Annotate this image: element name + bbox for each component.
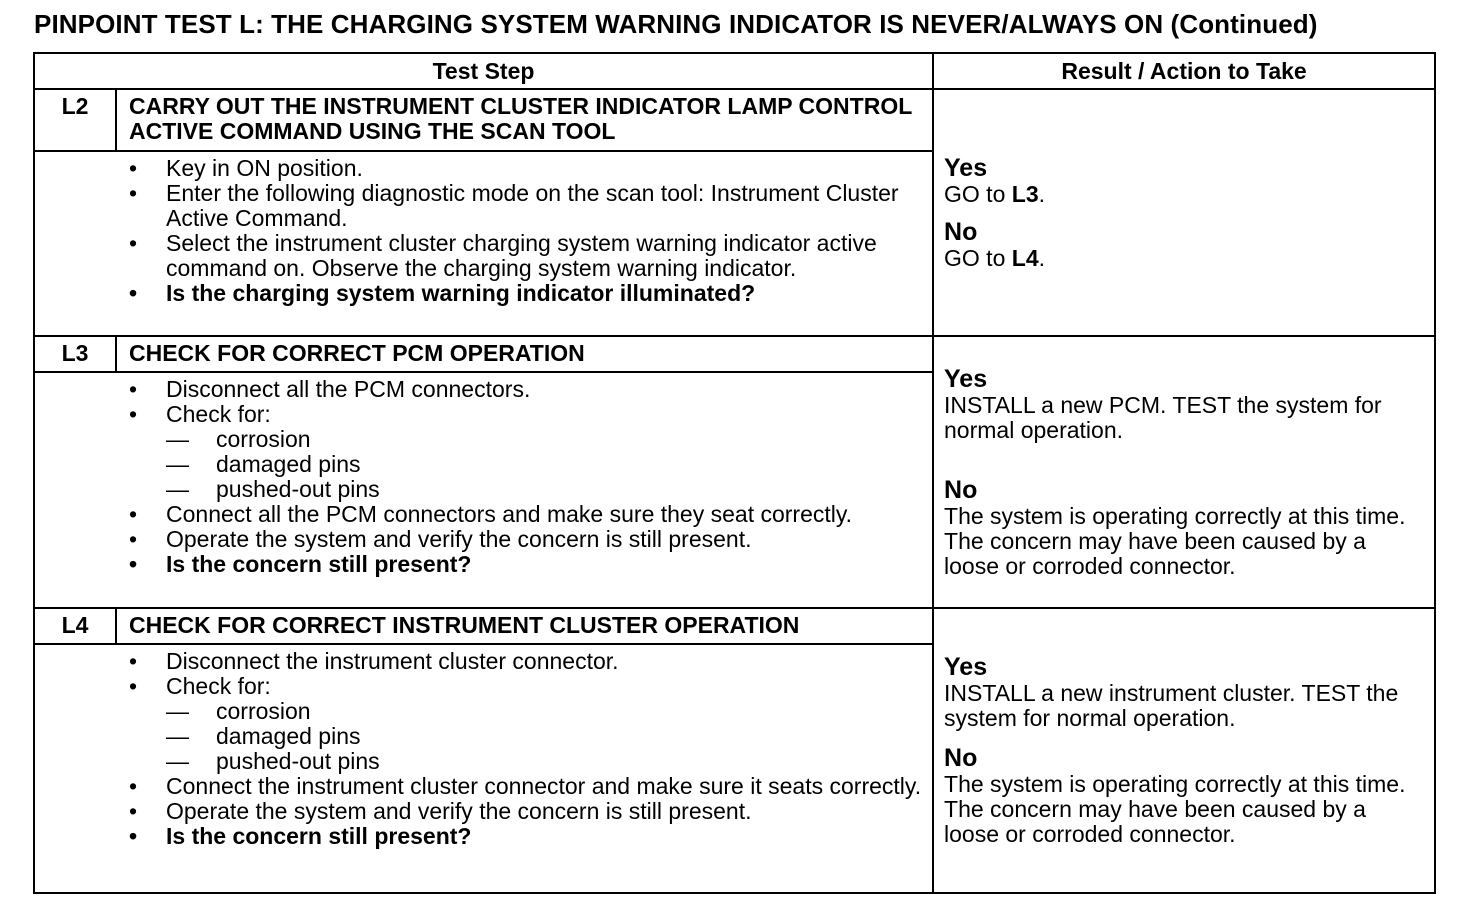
step-instructions bbox=[34, 372, 933, 608]
page-title: PINPOINT TEST L: THE CHARGING SYSTEM WARNING INDICATOR IS NEVER/ALWAYS ON (Continued) bbox=[34, 9, 1318, 39]
result-cell bbox=[933, 608, 1435, 893]
bullet-icon: • bbox=[129, 280, 138, 306]
step-id: L4 bbox=[34, 608, 116, 644]
list-item: • Operate the system and verify the concern is still present. bbox=[129, 526, 752, 552]
yes-action: INSTALL a new PCM. TEST the system for normal operation. bbox=[944, 391, 1382, 443]
yes-label: Yes bbox=[944, 153, 988, 182]
no-label: No bbox=[944, 475, 978, 504]
sub-item: — pushed-out pins bbox=[166, 476, 380, 502]
step-id: L3 bbox=[34, 336, 116, 372]
step-title: CARRY OUT THE INSTRUMENT CLUSTER INDICATOR LAMP CONTROL ACTIVE COMMAND USING THE SCAN TOOL bbox=[116, 89, 933, 151]
no-step-ref: L4 bbox=[1011, 244, 1039, 271]
header-row bbox=[34, 53, 1435, 89]
step-row-l3 bbox=[34, 336, 1435, 372]
step-row-l4 bbox=[34, 608, 1435, 644]
list-item: • Check for: bbox=[129, 673, 271, 699]
bullet-icon: • bbox=[129, 401, 138, 427]
dash-icon: — bbox=[166, 748, 189, 774]
sub-item: — corrosion bbox=[166, 698, 311, 724]
sub-item: — damaged pins bbox=[166, 451, 361, 477]
list-item: • Enter the following diagnostic mode on the scan tool: Instrument Cluster Active Command. bbox=[129, 180, 899, 231]
bullet-icon: • bbox=[129, 376, 138, 402]
no-label: No bbox=[944, 744, 978, 772]
no-action: GO to L4. bbox=[944, 244, 1045, 271]
dash-icon: — bbox=[166, 698, 189, 724]
sub-item: — damaged pins bbox=[166, 723, 361, 749]
bullet-icon: • bbox=[129, 798, 138, 824]
dash-icon: — bbox=[166, 723, 189, 749]
no-action: The system is operating correctly at this time. The concern may have been caused by a loose or corroded connector. bbox=[944, 502, 1406, 579]
step-id: L2 bbox=[34, 89, 116, 151]
dash-icon: — bbox=[166, 426, 189, 452]
bullet-icon: • bbox=[129, 501, 138, 527]
yes-step-ref: L3 bbox=[1011, 180, 1039, 207]
bullet-icon: • bbox=[129, 551, 138, 577]
bullet-icon: • bbox=[129, 180, 138, 206]
list-item: • Check for: bbox=[129, 401, 271, 427]
list-item: • Connect the instrument cluster connector and make sure it seats correctly. bbox=[129, 773, 922, 799]
sub-item: — corrosion bbox=[166, 426, 311, 452]
header-result: Result / Action to Take bbox=[933, 53, 1435, 89]
yes-action: INSTALL a new instrument cluster. TEST the system for normal operation. bbox=[944, 680, 1399, 731]
list-item: • Operate the system and verify the concern is still present. bbox=[129, 798, 752, 824]
step-instructions bbox=[34, 151, 933, 336]
bullet-icon: • bbox=[129, 648, 138, 674]
pinpoint-test-table bbox=[33, 52, 1436, 894]
list-item: • Disconnect all the PCM connectors. bbox=[129, 376, 531, 402]
no-action: The system is operating correctly at this time. The concern may have been caused by a loose or corroded connector. bbox=[944, 771, 1406, 847]
bullet-icon: • bbox=[129, 773, 138, 799]
list-item: • Key in ON position. bbox=[129, 155, 363, 181]
result-cell bbox=[933, 336, 1435, 608]
bullet-icon: • bbox=[129, 526, 138, 552]
bullet-icon: • bbox=[129, 673, 138, 699]
dash-icon: — bbox=[166, 451, 189, 477]
sub-item: — pushed-out pins bbox=[166, 748, 380, 774]
yes-action: GO to L3. bbox=[944, 180, 1045, 207]
step-row-l2 bbox=[34, 89, 1435, 151]
question-item: • Is the concern still present? bbox=[129, 823, 472, 849]
list-item: • Select the instrument cluster charging system warning indicator active command on. Observe the charging system warning indicator. bbox=[129, 230, 877, 281]
yes-label: Yes bbox=[944, 653, 988, 681]
question-item: • Is the concern still present? bbox=[129, 551, 472, 577]
list-item: • Disconnect the instrument cluster connector. bbox=[129, 648, 619, 674]
yes-label: Yes bbox=[944, 364, 988, 393]
no-label: No bbox=[944, 217, 978, 246]
bullet-icon: • bbox=[129, 155, 138, 181]
bullet-icon: • bbox=[129, 823, 138, 849]
step-instructions bbox=[34, 644, 933, 893]
bullet-icon: • bbox=[129, 230, 138, 256]
result-cell bbox=[933, 89, 1435, 336]
step-title: CHECK FOR CORRECT PCM OPERATION bbox=[116, 336, 933, 372]
dash-icon: — bbox=[166, 476, 189, 502]
question-item: • Is the charging system warning indicator illuminated? bbox=[129, 280, 756, 306]
step-title: CHECK FOR CORRECT INSTRUMENT CLUSTER OPERATION bbox=[116, 608, 933, 644]
header-test-step: Test Step bbox=[34, 53, 933, 89]
list-item: • Connect all the PCM connectors and make sure they seat correctly. bbox=[129, 501, 853, 527]
